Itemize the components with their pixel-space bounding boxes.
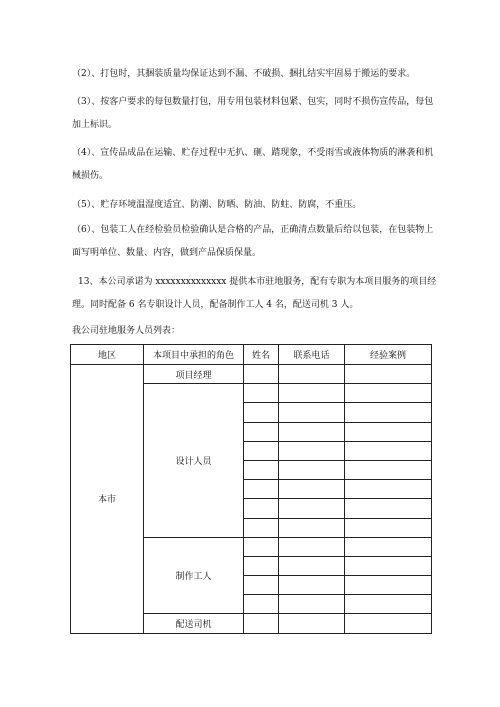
name-cell: [244, 595, 279, 614]
phone-cell: [279, 480, 345, 499]
experience-cell: [345, 480, 432, 499]
role-cell-manager: 项目经理: [144, 365, 244, 384]
phone-cell: [279, 518, 345, 537]
phone-cell: [279, 460, 345, 479]
name-cell: [244, 480, 279, 499]
experience-cell: [345, 595, 432, 614]
name-cell: [244, 365, 279, 384]
role-cell-designer: 设计人员: [144, 384, 244, 538]
table-header-row: [71, 345, 432, 365]
paragraph-packing-quantity: （3）、按客户要求的每包数量打包，用专用包装材料包紧、包实，同时不损伤宣传品，每包加上标识。: [72, 97, 434, 130]
phone-cell: [279, 595, 345, 614]
header-role: 本项目中承担的角色: [144, 345, 244, 365]
name-cell: [244, 576, 279, 595]
name-cell: [244, 614, 279, 633]
name-cell: [244, 384, 279, 403]
experience-cell: [345, 441, 432, 460]
header-region: 地区: [71, 345, 144, 365]
role-cell-driver: 配送司机: [144, 614, 244, 633]
experience-cell: [345, 365, 432, 384]
name-cell: [244, 556, 279, 575]
phone-cell: [279, 537, 345, 556]
name-cell: [244, 499, 279, 518]
phone-cell: [279, 499, 345, 518]
experience-cell: [345, 556, 432, 575]
paragraph-transport-storage: （4）、宣传品成品在运输、贮存过程中无扒、砸、踏现象，不受雨雪或液体物质的淋袭和机械损伤。: [72, 148, 434, 181]
experience-cell: [345, 518, 432, 537]
header-name: 姓名: [244, 345, 279, 365]
region-cell: 本市: [71, 365, 144, 634]
experience-cell: [345, 576, 432, 595]
name-cell: [244, 537, 279, 556]
phone-cell: [279, 422, 345, 441]
experience-cell: [345, 422, 432, 441]
phone-cell: [279, 556, 345, 575]
experience-cell: [345, 384, 432, 403]
phone-cell: [279, 441, 345, 460]
experience-cell: [345, 403, 432, 422]
name-cell: [244, 518, 279, 537]
phone-cell: [279, 614, 345, 633]
paragraph-worker-inspection: （6）、包装工人在经检验员检验确认是合格的产品，正确清点数量后给以包装，在包装物上面写明单位、数量、内容，做到产品保质保量。: [72, 225, 434, 258]
name-cell: [244, 422, 279, 441]
name-cell: [244, 441, 279, 460]
name-cell: [244, 403, 279, 422]
table-caption: 我公司驻地服务人员列表：: [72, 326, 181, 336]
table-row: [71, 365, 432, 384]
phone-cell: [279, 365, 345, 384]
staff-table: [70, 344, 432, 634]
name-cell: [244, 460, 279, 479]
experience-cell: [345, 460, 432, 479]
role-cell-worker: 制作工人: [144, 537, 244, 614]
phone-cell: [279, 576, 345, 595]
header-phone: 联系电话: [279, 345, 345, 365]
phone-cell: [279, 403, 345, 422]
paragraph-storage-environment: （5）、贮存环境温湿度适宜、防潮、防晒、防油、防蛀、防腐，不重压。: [72, 200, 362, 210]
experience-cell: [345, 499, 432, 518]
experience-cell: [345, 537, 432, 556]
paragraph-service-commitment: 13、本公司承诺为 xxxxxxxxxxxxxx 提供本市驻地服务，配有专职为本项目服务的项目经理。同时配备 6 名专职设计人员，配备制作工人 4 名，配送司机 3 人。: [72, 277, 437, 310]
header-experience: 经验案例: [345, 345, 432, 365]
experience-cell: [345, 614, 432, 633]
phone-cell: [279, 384, 345, 403]
paragraph-packing-quality: （2）、打包时，其捆装质量均保证达到不漏、不破损、捆扎结实牢固易于搬运的要求。: [72, 69, 416, 79]
